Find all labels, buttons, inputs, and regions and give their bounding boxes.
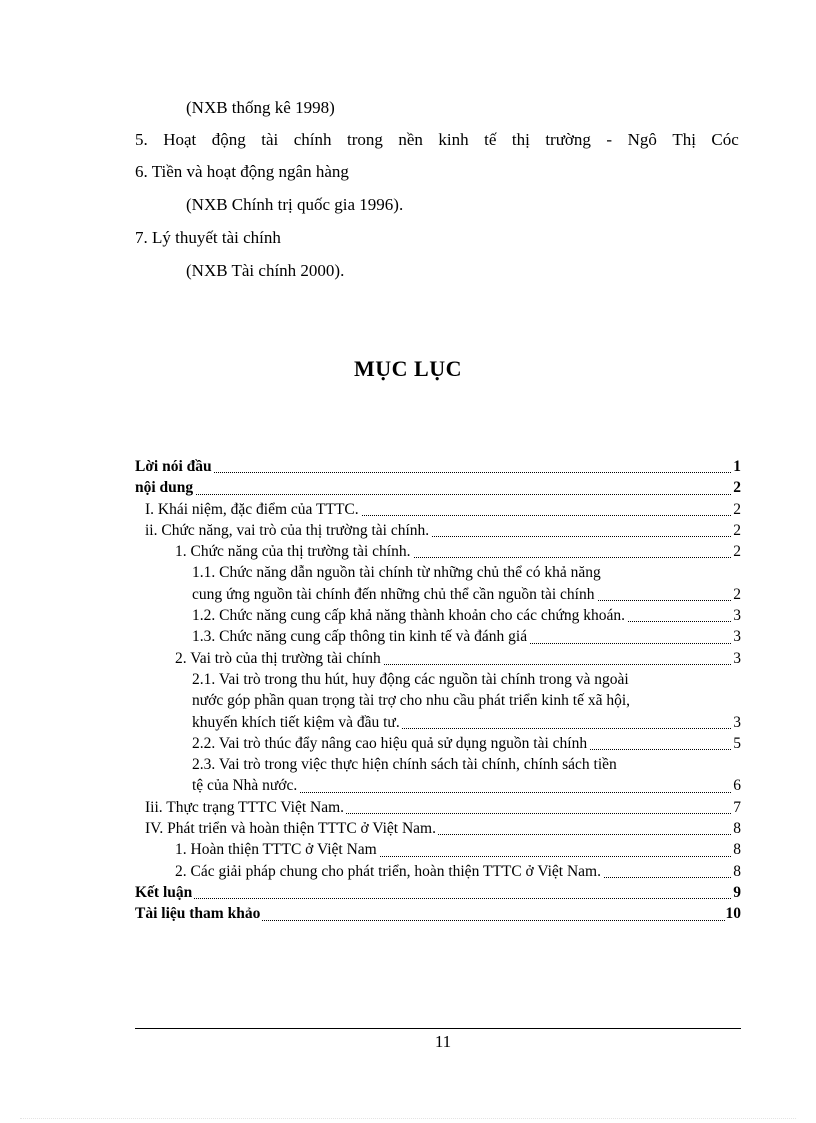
toc-entry-page-number: 2 — [732, 541, 741, 562]
reference-item-5-word: Hoạt — [163, 130, 197, 149]
reference-item-5-word: trường — [545, 130, 591, 149]
toc-entry-page-number: 7 — [732, 797, 741, 818]
reference-item-5-word: chính — [293, 130, 332, 149]
toc-entry-page-number: 10 — [725, 903, 742, 924]
toc-entry-title: khuyến khích tiết kiệm và đầu tư. — [192, 712, 402, 733]
toc-entry-title: Kết luận — [135, 882, 194, 903]
toc-entry-text-line: 1.1. Chức năng dẫn nguồn tài chính từ những chủ thể có khả năng — [192, 564, 601, 582]
reference-item-5-word: 5. — [135, 130, 148, 149]
toc-entry-page-number: 1 — [732, 456, 741, 477]
toc-entry-title: 1. Hoàn thiện TTTC ở Việt Nam — [175, 839, 379, 860]
toc-entry-page-number: 8 — [732, 818, 741, 839]
toc-entry — [135, 648, 741, 669]
toc-entry-page-number: 2 — [732, 499, 741, 520]
toc-entry-page-number: 3 — [732, 626, 741, 647]
toc-entry-title: nội dung — [135, 477, 195, 498]
reference-item-7-publisher: (NXB Tài chính 2000). — [186, 261, 345, 280]
toc-entry-title: 1. Chức năng của thị trường tài chính. — [175, 541, 413, 562]
toc-entry-title: IV. Phát triển và hoàn thiện TTTC ở Việt Nam. — [145, 818, 438, 839]
toc-entry-title: Tài liệu tham khảo — [135, 903, 262, 924]
reference-item-5-word: động — [211, 130, 246, 149]
toc-entry-title: ii. Chức năng, vai trò của thị trường tài chính. — [145, 520, 431, 541]
toc-entry-text-line: 2.3. Vai trò trong việc thực hiện chính sách tài chính, chính sách tiền — [192, 756, 617, 774]
toc-entry-title: 2.2. Vai trò thúc đẩy nâng cao hiệu quả sử dụng nguồn tài chính — [192, 733, 589, 754]
reference-item-5-word: kinh — [438, 130, 469, 149]
reference-item-6: 6. Tiền và hoạt động ngân hàng — [135, 162, 349, 181]
toc-title: MỤC LỤC — [354, 356, 462, 381]
toc-entry — [135, 839, 741, 860]
reference-item-5-word: tế — [484, 130, 497, 149]
toc-entry-page-number: 5 — [732, 733, 741, 754]
reference-item-5-word: thị — [511, 130, 530, 149]
toc-entry — [135, 477, 741, 498]
toc-dot-leader — [135, 494, 741, 495]
toc-entry-page-number: 3 — [732, 648, 741, 669]
toc-entry — [135, 626, 741, 647]
table-of-contents — [135, 456, 741, 925]
toc-entry-page-number: 6 — [732, 775, 741, 796]
toc-entry-page-number: 3 — [732, 712, 741, 733]
toc-entry-title: Iii. Thực trạng TTTC Việt Nam. — [145, 797, 346, 818]
toc-entry-title: 2. Các giải pháp chung cho phát triển, hoàn thiện TTTC ở Việt Nam. — [175, 861, 603, 882]
toc-entry — [135, 456, 741, 477]
toc-entry — [135, 712, 741, 733]
toc-entry — [135, 605, 741, 626]
toc-entry-page-number: 2 — [732, 477, 741, 498]
reference-item-5-word: Ngô — [627, 130, 657, 149]
reference-item-5-word: Cóc — [711, 130, 739, 149]
toc-entry — [135, 861, 741, 882]
toc-entry-page-number: 3 — [732, 605, 741, 626]
toc-entry — [135, 733, 741, 754]
reference-item-5-word: Thị — [672, 130, 696, 149]
toc-entry-title: Lời nói đầu — [135, 456, 214, 477]
toc-dot-leader — [135, 898, 741, 899]
toc-entry-page-number: 8 — [732, 839, 741, 860]
toc-entry-title: 2. Vai trò của thị trường tài chính — [175, 648, 383, 669]
toc-entry-page-number: 2 — [732, 584, 741, 605]
toc-entry-title: 1.2. Chức năng cung cấp khả năng thành khoản cho các chứng khoán. — [192, 605, 627, 626]
toc-entry — [135, 520, 741, 541]
reference-publisher-line: (NXB thống kê 1998) — [186, 98, 335, 117]
reference-item-5-word: nền — [398, 130, 423, 149]
toc-entry-title: cung ứng nguồn tài chính đến những chủ thể cần nguồn tài chính — [192, 584, 597, 605]
toc-entry — [135, 541, 741, 562]
toc-entry-text-line: 2.1. Vai trò trong thu hút, huy động các nguồn tài chính trong và ngoài — [192, 670, 629, 688]
toc-entry-page-number: 2 — [732, 520, 741, 541]
reference-item-5-word: trong — [347, 130, 383, 149]
toc-entry — [135, 775, 741, 796]
toc-entry-page-number: 9 — [732, 882, 741, 903]
toc-entry-title: 1.3. Chức năng cung cấp thông tin kinh tế và đánh giá — [192, 626, 529, 647]
toc-entry-title: I. Khái niệm, đặc điểm của TTTC. — [145, 499, 361, 520]
reference-item-5 — [135, 130, 739, 150]
toc-entry — [135, 818, 741, 839]
toc-entry — [135, 499, 741, 520]
footer-divider — [135, 1028, 741, 1029]
toc-entry — [135, 584, 741, 605]
page-bottom-border — [20, 1118, 796, 1119]
reference-item-7: 7. Lý thuyết tài chính — [135, 228, 281, 247]
toc-entry-text-line: nước góp phần quan trọng tài trợ cho nhu cầu phát triển kinh tế xã hội, — [192, 692, 631, 710]
toc-entry-title: tệ của Nhà nước. — [192, 775, 299, 796]
reference-item-5-word: - — [606, 130, 613, 149]
page-number: 11 — [434, 1032, 452, 1051]
reference-item-5-word: tài — [261, 130, 279, 149]
toc-entry-page-number: 8 — [732, 861, 741, 882]
reference-item-6-publisher: (NXB Chính trị quốc gia 1996). — [186, 195, 404, 214]
toc-entry — [135, 903, 741, 924]
toc-entry — [135, 882, 741, 903]
toc-dot-leader — [135, 472, 741, 473]
toc-entry — [135, 797, 741, 818]
